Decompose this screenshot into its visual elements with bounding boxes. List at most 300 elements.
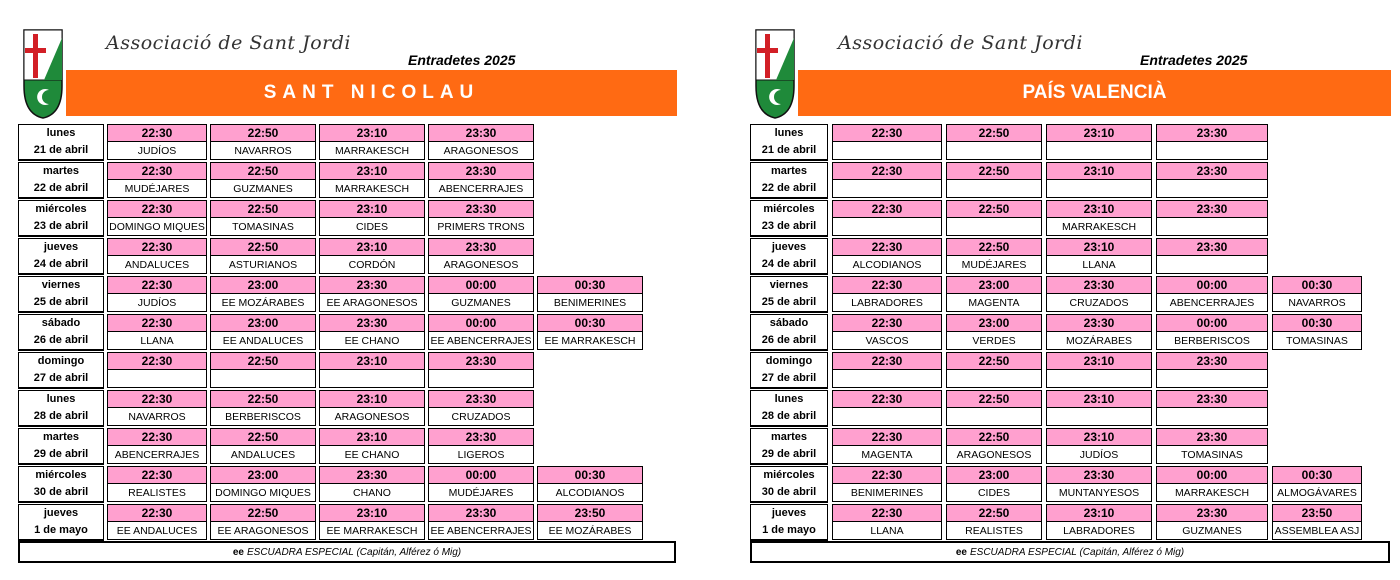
time-slot <box>428 162 534 200</box>
weekday-label: lunes <box>46 393 76 405</box>
day-cell <box>18 200 104 237</box>
time-slot <box>428 124 534 162</box>
slot-group-name: BERBERISCOS <box>210 408 316 426</box>
schedule-row <box>750 276 1390 314</box>
time-slot <box>428 504 534 542</box>
time-slot <box>946 428 1042 466</box>
slot-time: 22:30 <box>832 466 942 484</box>
association-name: Associació de Sant Jordi <box>106 32 351 54</box>
date-label: 26 de abril <box>33 334 89 346</box>
time-slot <box>319 390 425 428</box>
slot-group-name <box>1156 142 1268 160</box>
time-slot <box>428 390 534 428</box>
schedule-row <box>18 200 676 238</box>
date-label: 23 de abril <box>761 220 817 232</box>
weekday-label: domingo <box>37 355 85 367</box>
legend-text: ESCUADRA ESPECIAL (Capitán, Alférez ó Mig) <box>246 546 462 558</box>
slot-time: 23:00 <box>946 466 1042 484</box>
slot-group-name <box>1046 180 1152 198</box>
date-label: 24 de abril <box>761 258 817 270</box>
schedule-row <box>750 314 1390 352</box>
slot-group-name: GUZMANES <box>1156 522 1268 540</box>
time-slot <box>210 390 316 428</box>
time-slot <box>319 162 425 200</box>
slot-time: 23:30 <box>428 390 534 408</box>
slot-time: 23:50 <box>537 504 643 522</box>
time-slot <box>832 466 942 504</box>
slot-time: 23:30 <box>428 504 534 522</box>
slot-group-name <box>107 370 207 388</box>
time-slot <box>319 276 425 314</box>
slot-time: 23:00 <box>946 276 1042 294</box>
slot-group-name: ANDALUCES <box>107 256 207 274</box>
day-cell <box>750 238 828 275</box>
time-slot <box>832 504 942 542</box>
slot-group-name: REALISTES <box>946 522 1042 540</box>
date-label: 27 de abril <box>761 372 817 384</box>
slot-group-name: EE ARAGONESOS <box>210 522 316 540</box>
slot-group-name: BENIMERINES <box>537 294 643 312</box>
time-slot <box>1156 276 1268 314</box>
slot-group-name: LABRADORES <box>1046 522 1152 540</box>
slot-time: 22:50 <box>210 390 316 408</box>
legend-abbrev: ee <box>232 546 244 558</box>
weekday-label: viernes <box>769 279 809 291</box>
slot-time: 22:30 <box>832 314 942 332</box>
time-slot <box>1046 352 1152 390</box>
day-cell <box>750 162 828 199</box>
slot-group-name: VASCOS <box>832 332 942 350</box>
day-cell <box>18 390 104 427</box>
slot-group-name: ARAGONESOS <box>428 256 534 274</box>
weekday-label: sábado <box>41 317 81 329</box>
slot-time: 23:10 <box>1046 390 1152 408</box>
slot-time: 22:30 <box>107 314 207 332</box>
slot-time: 22:30 <box>107 504 207 522</box>
slot-group-name: MARRAKESCH <box>319 180 425 198</box>
day-cell <box>750 428 828 465</box>
slot-group-name: CIDES <box>319 218 425 236</box>
slot-time: 23:00 <box>210 466 316 484</box>
slot-group-name: LLANA <box>832 522 942 540</box>
slot-time: 22:50 <box>210 200 316 218</box>
weekday-label: domingo <box>765 355 813 367</box>
weekday-label: martes <box>770 431 808 443</box>
slot-group-name: EE ANDALUCES <box>107 522 207 540</box>
district-banner <box>798 70 1391 116</box>
slot-group-name: ARAGONESOS <box>428 142 534 160</box>
time-slot <box>107 390 207 428</box>
time-slot <box>1156 200 1268 238</box>
slot-time: 23:30 <box>1046 276 1152 294</box>
slot-time: 22:50 <box>946 428 1042 446</box>
time-slot <box>210 428 316 466</box>
slot-group-name: LLANA <box>107 332 207 350</box>
slot-group-name: TOMASINAS <box>210 218 316 236</box>
slot-group-name: VERDES <box>946 332 1042 350</box>
slot-time: 23:30 <box>428 200 534 218</box>
date-label: 29 de abril <box>761 448 817 460</box>
time-slot <box>210 352 316 390</box>
slot-time: 22:50 <box>210 124 316 142</box>
slot-time: 23:30 <box>319 466 425 484</box>
slot-time: 23:30 <box>1046 466 1152 484</box>
slot-group-name: CRUZADOS <box>1046 294 1152 312</box>
slot-group-name <box>1156 256 1268 274</box>
slot-group-name: ARAGONESOS <box>946 446 1042 464</box>
time-slot <box>107 352 207 390</box>
slot-group-name: NAVARROS <box>210 142 316 160</box>
schedule-row <box>18 352 676 390</box>
slot-group-name: LABRADORES <box>832 294 942 312</box>
slot-time: 23:10 <box>1046 162 1152 180</box>
slot-group-name: NAVARROS <box>107 408 207 426</box>
time-slot <box>832 124 942 162</box>
time-slot <box>1046 162 1152 200</box>
slot-time: 00:00 <box>1156 466 1268 484</box>
slot-time: 23:10 <box>319 504 425 522</box>
time-slot <box>537 314 643 352</box>
slot-time: 23:30 <box>1156 238 1268 256</box>
slot-group-name: TOMASINAS <box>1272 332 1362 350</box>
time-slot <box>428 352 534 390</box>
slot-group-name: ANDALUCES <box>210 446 316 464</box>
day-cell <box>750 504 828 541</box>
date-label: 29 de abril <box>33 448 89 460</box>
slot-group-name: EE ABENCERRAJES <box>428 522 534 540</box>
slot-group-name: ARAGONESOS <box>319 408 425 426</box>
slot-group-name <box>832 180 942 198</box>
season-title: Entradetes 2025 <box>408 52 516 68</box>
slot-time: 22:50 <box>946 200 1042 218</box>
slot-group-name: MUDÉJARES <box>946 256 1042 274</box>
time-slot <box>537 276 643 314</box>
slot-time: 22:50 <box>946 162 1042 180</box>
slot-group-name: EE MOZÁRABES <box>210 294 316 312</box>
time-slot <box>428 428 534 466</box>
weekday-label: lunes <box>774 393 804 405</box>
slot-time: 00:00 <box>1156 276 1268 294</box>
slot-time: 22:50 <box>210 162 316 180</box>
weekday-label: sábado <box>769 317 809 329</box>
time-slot <box>832 390 942 428</box>
date-label: 27 de abril <box>33 372 89 384</box>
schedule-row <box>18 276 676 314</box>
time-slot <box>1272 504 1362 542</box>
schedule-panel-pais-valencia <box>750 28 1390 568</box>
time-slot <box>946 238 1042 276</box>
slot-group-name: CHANO <box>319 484 425 502</box>
slot-time: 23:10 <box>319 352 425 370</box>
slot-group-name <box>832 408 942 426</box>
slot-group-name: GUZMANES <box>428 294 534 312</box>
day-cell <box>750 466 828 503</box>
legend-text: ESCUADRA ESPECIAL (Capitán, Alférez ó Mig) <box>969 546 1185 558</box>
slot-time: 22:30 <box>107 390 207 408</box>
day-cell <box>18 504 104 541</box>
slot-time: 23:10 <box>1046 124 1152 142</box>
district-banner <box>66 70 677 116</box>
slot-group-name: EE MARRAKESCH <box>537 332 643 350</box>
schedule-row <box>750 352 1390 390</box>
slot-time: 22:30 <box>832 504 942 522</box>
time-slot <box>1156 390 1268 428</box>
time-slot <box>946 466 1042 504</box>
slot-time: 00:30 <box>1272 314 1362 332</box>
time-slot <box>107 314 207 352</box>
time-slot <box>946 314 1042 352</box>
time-slot <box>1272 276 1362 314</box>
slot-time: 23:10 <box>319 238 425 256</box>
slot-time: 23:30 <box>1156 124 1268 142</box>
slot-time: 23:10 <box>319 162 425 180</box>
slot-group-name: JUDÍOS <box>107 294 207 312</box>
schedule-row <box>18 124 676 162</box>
slot-time: 22:30 <box>107 352 207 370</box>
schedule-row <box>18 428 676 466</box>
time-slot <box>319 466 425 504</box>
time-slot <box>832 314 942 352</box>
time-slot <box>537 504 643 542</box>
slot-time: 22:30 <box>832 276 942 294</box>
date-label: 30 de abril <box>761 486 817 498</box>
schedule-row <box>750 162 1390 200</box>
slot-time: 22:30 <box>832 428 942 446</box>
weekday-label: miércoles <box>35 203 87 215</box>
legend-footer <box>750 541 1390 563</box>
slot-group-name: ABENCERRAJES <box>428 180 534 198</box>
slot-time: 23:00 <box>210 276 316 294</box>
slot-group-name <box>946 408 1042 426</box>
date-label: 26 de abril <box>761 334 817 346</box>
time-slot <box>107 200 207 238</box>
slot-time: 22:30 <box>107 276 207 294</box>
time-slot <box>1156 124 1268 162</box>
time-slot <box>319 504 425 542</box>
weekday-label: lunes <box>46 127 76 139</box>
legend-footer <box>18 541 676 563</box>
time-slot <box>428 466 534 504</box>
slot-time: 23:30 <box>319 276 425 294</box>
slot-group-name <box>210 370 316 388</box>
time-slot <box>1156 314 1268 352</box>
day-cell <box>18 124 104 161</box>
date-label: 25 de abril <box>761 296 817 308</box>
time-slot <box>1272 466 1362 504</box>
time-slot <box>319 428 425 466</box>
time-slot <box>1046 124 1152 162</box>
slot-group-name: ABENCERRAJES <box>1156 294 1268 312</box>
slot-time: 23:30 <box>1156 352 1268 370</box>
slot-group-name: EE CHANO <box>319 332 425 350</box>
slot-group-name: MAGENTA <box>832 446 942 464</box>
schedule-grid <box>750 124 1390 542</box>
time-slot <box>319 352 425 390</box>
weekday-label: jueves <box>771 507 807 519</box>
slot-time: 23:30 <box>428 162 534 180</box>
time-slot <box>107 162 207 200</box>
slot-group-name: JUDÍOS <box>107 142 207 160</box>
slot-time: 23:30 <box>1156 200 1268 218</box>
time-slot <box>107 428 207 466</box>
slot-time: 22:30 <box>832 390 942 408</box>
slot-time: 22:30 <box>832 162 942 180</box>
slot-group-name: MUDÉJARES <box>428 484 534 502</box>
schedule-row <box>750 124 1390 162</box>
date-label: 24 de abril <box>33 258 89 270</box>
day-cell <box>18 162 104 199</box>
date-label: 21 de abril <box>761 144 817 156</box>
slot-group-name: BERBERISCOS <box>1156 332 1268 350</box>
slot-group-name <box>946 142 1042 160</box>
time-slot <box>832 238 942 276</box>
slot-time: 22:30 <box>107 124 207 142</box>
slot-group-name: CORDÓN <box>319 256 425 274</box>
slot-group-name <box>946 180 1042 198</box>
day-cell <box>18 466 104 503</box>
time-slot <box>210 124 316 162</box>
day-cell <box>750 124 828 161</box>
slot-time: 00:00 <box>428 466 534 484</box>
slot-time: 22:30 <box>832 352 942 370</box>
slot-group-name: PRIMERS TRONS <box>428 218 534 236</box>
day-cell <box>18 238 104 275</box>
time-slot <box>832 200 942 238</box>
schedule-row <box>18 390 676 428</box>
slot-group-name: JUDÍOS <box>1046 446 1152 464</box>
slot-time: 22:50 <box>210 428 316 446</box>
day-cell <box>18 314 104 351</box>
time-slot <box>1156 504 1268 542</box>
schedule-row <box>750 390 1390 428</box>
association-name: Associació de Sant Jordi <box>838 32 1083 54</box>
slot-group-name: ALCODIANOS <box>537 484 643 502</box>
time-slot <box>946 504 1042 542</box>
slot-time: 22:30 <box>832 124 942 142</box>
slot-time: 23:30 <box>1156 504 1268 522</box>
schedule-row <box>18 504 676 542</box>
weekday-label: jueves <box>771 241 807 253</box>
slot-time: 22:30 <box>107 162 207 180</box>
time-slot <box>1156 238 1268 276</box>
slot-time: 00:00 <box>428 314 534 332</box>
day-cell <box>750 200 828 237</box>
slot-group-name <box>1156 218 1268 236</box>
slot-group-name: ASTURIANOS <box>210 256 316 274</box>
time-slot <box>428 276 534 314</box>
schedule-row <box>750 200 1390 238</box>
time-slot <box>1156 466 1268 504</box>
slot-group-name: MUNTANYESOS <box>1046 484 1152 502</box>
slot-time: 23:10 <box>319 428 425 446</box>
slot-time: 23:30 <box>1156 428 1268 446</box>
time-slot <box>832 162 942 200</box>
slot-group-name: MARRAKESCH <box>319 142 425 160</box>
time-slot <box>946 352 1042 390</box>
time-slot <box>107 238 207 276</box>
time-slot <box>1046 238 1152 276</box>
slot-time: 23:00 <box>210 314 316 332</box>
day-cell <box>750 314 828 351</box>
slot-time: 00:00 <box>428 276 534 294</box>
slot-group-name: EE ANDALUCES <box>210 332 316 350</box>
slot-group-name <box>832 142 942 160</box>
time-slot <box>1156 428 1268 466</box>
district-title: PAÍS VALENCIÀ <box>1022 82 1167 103</box>
season-title: Entradetes 2025 <box>1140 52 1248 68</box>
schedule-panel-sant-nicolau <box>18 28 676 568</box>
slot-group-name: MARRAKESCH <box>1156 484 1268 502</box>
slot-group-name: EE CHANO <box>319 446 425 464</box>
date-label: 25 de abril <box>33 296 89 308</box>
time-slot <box>210 314 316 352</box>
weekday-label: miércoles <box>763 203 815 215</box>
slot-group-name: GUZMANES <box>210 180 316 198</box>
slot-time: 23:30 <box>428 428 534 446</box>
weekday-label: viernes <box>41 279 81 291</box>
time-slot <box>1046 504 1152 542</box>
day-cell <box>18 276 104 313</box>
time-slot <box>210 466 316 504</box>
schedule-row <box>750 428 1390 466</box>
weekday-label: jueves <box>43 241 79 253</box>
time-slot <box>1156 352 1268 390</box>
slot-time: 23:10 <box>1046 352 1152 370</box>
day-cell <box>18 428 104 465</box>
slot-group-name <box>946 218 1042 236</box>
slot-time: 22:30 <box>107 428 207 446</box>
date-label: 21 de abril <box>33 144 89 156</box>
schedule-row <box>18 466 676 504</box>
slot-group-name <box>946 370 1042 388</box>
slot-group-name: EE ARAGONESOS <box>319 294 425 312</box>
slot-group-name: EE MARRAKESCH <box>319 522 425 540</box>
time-slot <box>832 276 942 314</box>
slot-group-name: MOZÁRABES <box>1046 332 1152 350</box>
time-slot <box>107 124 207 162</box>
time-slot <box>428 314 534 352</box>
date-label: 1 de mayo <box>34 524 88 536</box>
shield-logo-icon <box>754 28 796 120</box>
slot-group-name <box>832 218 942 236</box>
slot-time: 23:30 <box>1156 390 1268 408</box>
time-slot <box>1272 314 1362 352</box>
slot-group-name: TOMASINAS <box>1156 446 1268 464</box>
slot-group-name: REALISTES <box>107 484 207 502</box>
slot-time: 22:30 <box>107 238 207 256</box>
date-label: 28 de abril <box>761 410 817 422</box>
slot-time: 22:50 <box>210 504 316 522</box>
time-slot <box>946 276 1042 314</box>
legend-abbrev: ee <box>955 546 967 558</box>
time-slot <box>537 466 643 504</box>
slot-time: 23:30 <box>428 238 534 256</box>
time-slot <box>428 200 534 238</box>
time-slot <box>946 124 1042 162</box>
slot-group-name: MAGENTA <box>946 294 1042 312</box>
time-slot <box>319 124 425 162</box>
weekday-label: martes <box>42 165 80 177</box>
weekday-label: miércoles <box>35 469 87 481</box>
time-slot <box>1156 162 1268 200</box>
time-slot <box>210 162 316 200</box>
day-cell <box>750 390 828 427</box>
slot-group-name: EE MOZÁRABES <box>537 522 643 540</box>
slot-group-name: ALMOGÁVARES <box>1272 484 1362 502</box>
slot-group-name: CRUZADOS <box>428 408 534 426</box>
slot-time: 22:50 <box>946 504 1042 522</box>
slot-time: 22:30 <box>832 238 942 256</box>
